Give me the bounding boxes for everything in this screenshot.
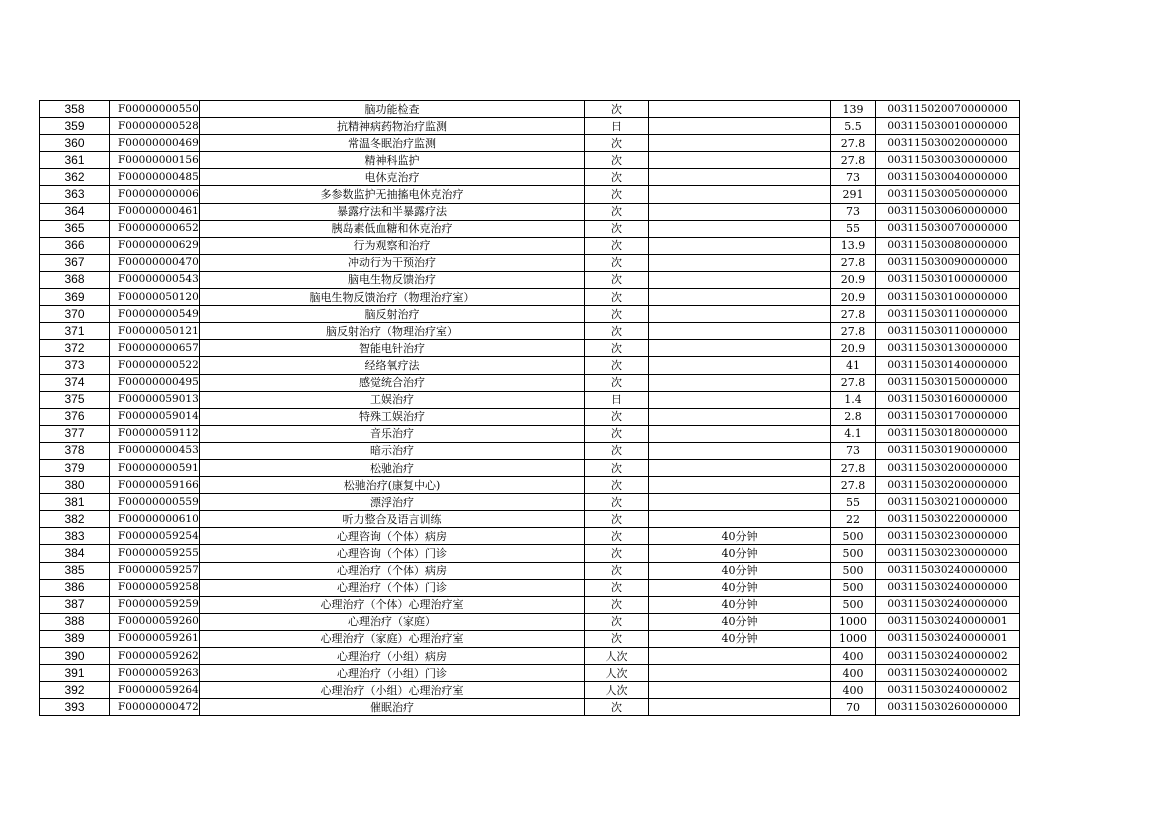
item-name-cell: 胰岛素低血糖和休克治疗 [200,220,585,237]
item-code-cell: F00000000453 [110,442,200,459]
row-number-cell: 381 [40,494,110,511]
item-name-cell: 工娱治疗 [200,391,585,408]
description-cell [649,271,831,288]
description-cell [649,323,831,340]
item-code-cell: F00000000495 [110,374,200,391]
unit-cell: 次 [585,545,649,562]
item-name-cell: 常温冬眠治疗监测 [200,135,585,152]
item-name-cell: 电休克治疗 [200,169,585,186]
row-number-cell: 386 [40,579,110,596]
item-code-cell: F00000059258 [110,579,200,596]
row-number-cell: 361 [40,152,110,169]
row-number-cell: 385 [40,562,110,579]
table-row [40,494,1020,511]
national-code-cell: 003115030240000001 [876,613,1020,630]
price-cell: 27.8 [831,323,876,340]
table-row [40,340,1020,357]
item-code-cell: F00000000559 [110,494,200,511]
description-cell: 40分钟 [649,545,831,562]
description-cell [649,237,831,254]
national-code-cell: 003115030110000000 [876,306,1020,323]
price-cell: 73 [831,442,876,459]
unit-cell: 次 [585,699,649,716]
item-name-cell: 脑功能检查 [200,101,585,118]
table-row [40,545,1020,562]
unit-cell: 次 [585,528,649,545]
table-row [40,579,1020,596]
unit-cell: 次 [585,254,649,271]
national-code-cell: 003115030080000000 [876,237,1020,254]
price-cell: 4.1 [831,425,876,442]
national-code-cell: 003115020070000000 [876,101,1020,118]
unit-cell: 次 [585,101,649,118]
table-row [40,118,1020,135]
item-name-cell: 脑电生物反馈治疗 [200,271,585,288]
unit-cell: 次 [585,203,649,220]
table-row [40,562,1020,579]
row-number-cell: 362 [40,169,110,186]
price-cell: 41 [831,357,876,374]
item-name-cell: 特殊工娱治疗 [200,408,585,425]
row-number-cell: 377 [40,425,110,442]
item-name-cell: 脑电生物反馈治疗（物理治疗室） [200,289,585,306]
description-cell [649,511,831,528]
description-cell [649,340,831,357]
description-cell [649,391,831,408]
price-cell: 291 [831,186,876,203]
national-code-cell: 003115030180000000 [876,425,1020,442]
item-name-cell: 心理治疗（个体）门诊 [200,579,585,596]
item-name-cell: 音乐治疗 [200,425,585,442]
national-code-cell: 003115030230000000 [876,545,1020,562]
row-number-cell: 383 [40,528,110,545]
table-row [40,152,1020,169]
price-cell: 500 [831,596,876,613]
table-row [40,665,1020,682]
row-number-cell: 369 [40,289,110,306]
description-cell [649,665,831,682]
item-code-cell: F00000000591 [110,459,200,476]
item-name-cell: 精神科监护 [200,152,585,169]
item-code-cell: F00000000652 [110,220,200,237]
price-cell: 400 [831,682,876,699]
item-name-cell: 听力整合及语言训练 [200,511,585,528]
national-code-cell: 003115030160000000 [876,391,1020,408]
description-cell [649,118,831,135]
row-number-cell: 389 [40,630,110,647]
unit-cell: 次 [585,511,649,528]
description-cell [649,494,831,511]
table-row [40,186,1020,203]
description-cell: 40分钟 [649,630,831,647]
price-cell: 27.8 [831,306,876,323]
unit-cell: 次 [585,562,649,579]
row-number-cell: 374 [40,374,110,391]
item-name-cell: 心理治疗（小组）病房 [200,648,585,665]
table-row [40,135,1020,152]
row-number-cell: 367 [40,254,110,271]
item-name-cell: 心理治疗（个体）心理治疗室 [200,596,585,613]
item-name-cell: 心理咨询（个体）门诊 [200,545,585,562]
item-code-cell: F00000000522 [110,357,200,374]
unit-cell: 次 [585,135,649,152]
price-cell: 27.8 [831,152,876,169]
item-name-cell: 智能电针治疗 [200,340,585,357]
table-row [40,169,1020,186]
row-number-cell: 366 [40,237,110,254]
price-cell: 1000 [831,630,876,647]
table-row [40,254,1020,271]
row-number-cell: 384 [40,545,110,562]
item-code-cell: F00000000461 [110,203,200,220]
row-number-cell: 360 [40,135,110,152]
unit-cell: 次 [585,630,649,647]
description-cell [649,306,831,323]
item-code-cell: F00000059263 [110,665,200,682]
row-number-cell: 378 [40,442,110,459]
unit-cell: 次 [585,596,649,613]
item-code-cell: F00000059166 [110,477,200,494]
unit-cell: 次 [585,169,649,186]
unit-cell: 次 [585,152,649,169]
item-name-cell: 心理治疗（小组）门诊 [200,665,585,682]
description-cell [649,169,831,186]
description-cell [649,699,831,716]
table-row [40,374,1020,391]
description-cell [649,374,831,391]
item-code-cell: F00000050120 [110,289,200,306]
row-number-cell: 393 [40,699,110,716]
unit-cell: 日 [585,391,649,408]
item-name-cell: 心理治疗（个体）病房 [200,562,585,579]
unit-cell: 次 [585,579,649,596]
item-code-cell: F00000059264 [110,682,200,699]
table-row [40,391,1020,408]
row-number-cell: 375 [40,391,110,408]
national-code-cell: 003115030240000000 [876,562,1020,579]
national-code-cell: 003115030170000000 [876,408,1020,425]
price-cell: 20.9 [831,340,876,357]
table-body [40,101,1020,716]
item-code-cell: F00000059257 [110,562,200,579]
national-code-cell: 003115030240000000 [876,579,1020,596]
item-code-cell: F00000000629 [110,237,200,254]
item-code-cell: F00000059013 [110,391,200,408]
item-code-cell: F00000000485 [110,169,200,186]
row-number-cell: 370 [40,306,110,323]
item-code-cell: F00000000610 [110,511,200,528]
price-cell: 22 [831,511,876,528]
row-number-cell: 365 [40,220,110,237]
national-code-cell: 003115030200000000 [876,477,1020,494]
item-name-cell: 经络氧疗法 [200,357,585,374]
item-name-cell: 松驰治疗(康复中心) [200,477,585,494]
description-cell: 40分钟 [649,613,831,630]
description-cell: 40分钟 [649,579,831,596]
description-cell [649,408,831,425]
table-row [40,596,1020,613]
item-name-cell: 脑反射治疗（物理治疗室） [200,323,585,340]
national-code-cell: 003115030220000000 [876,511,1020,528]
item-name-cell: 心理治疗（家庭）心理治疗室 [200,630,585,647]
item-code-cell: F00000000528 [110,118,200,135]
table-row [40,442,1020,459]
description-cell [649,203,831,220]
price-cell: 400 [831,648,876,665]
price-cell: 400 [831,665,876,682]
price-table-container [39,100,1020,716]
table-row [40,323,1020,340]
price-cell: 500 [831,562,876,579]
row-number-cell: 380 [40,477,110,494]
unit-cell: 次 [585,340,649,357]
unit-cell: 次 [585,613,649,630]
table-row [40,306,1020,323]
row-number-cell: 364 [40,203,110,220]
description-cell [649,648,831,665]
unit-cell: 次 [585,357,649,374]
national-code-cell: 003115030240000000 [876,596,1020,613]
national-code-cell: 003115030020000000 [876,135,1020,152]
item-name-cell: 心理治疗（小组）心理治疗室 [200,682,585,699]
price-cell: 27.8 [831,459,876,476]
price-cell: 27.8 [831,374,876,391]
price-cell: 27.8 [831,477,876,494]
row-number-cell: 372 [40,340,110,357]
national-code-cell: 003115030130000000 [876,340,1020,357]
item-name-cell: 心理治疗（家庭） [200,613,585,630]
description-cell [649,152,831,169]
table-row [40,699,1020,716]
item-code-cell: F00000059254 [110,528,200,545]
national-code-cell: 003115030050000000 [876,186,1020,203]
unit-cell: 次 [585,459,649,476]
national-code-cell: 003115030200000000 [876,459,1020,476]
table-row [40,511,1020,528]
national-code-cell: 003115030110000000 [876,323,1020,340]
item-name-cell: 冲动行为干预治疗 [200,254,585,271]
item-code-cell: F00000000006 [110,186,200,203]
price-cell: 5.5 [831,118,876,135]
table-row [40,203,1020,220]
table-row [40,459,1020,476]
price-cell: 20.9 [831,289,876,306]
item-name-cell: 抗精神病药物治疗监测 [200,118,585,135]
row-number-cell: 373 [40,357,110,374]
item-code-cell: F00000000549 [110,306,200,323]
price-cell: 27.8 [831,254,876,271]
description-cell [649,289,831,306]
row-number-cell: 371 [40,323,110,340]
price-cell: 500 [831,528,876,545]
item-code-cell: F00000000657 [110,340,200,357]
table-row [40,237,1020,254]
description-cell [649,682,831,699]
item-name-cell: 感觉统合治疗 [200,374,585,391]
unit-cell: 次 [585,425,649,442]
item-code-cell: F00000059255 [110,545,200,562]
national-code-cell: 003115030100000000 [876,271,1020,288]
table-row [40,357,1020,374]
table-row [40,271,1020,288]
item-code-cell: F00000059259 [110,596,200,613]
price-cell: 20.9 [831,271,876,288]
description-cell [649,135,831,152]
row-number-cell: 391 [40,665,110,682]
unit-cell: 次 [585,374,649,391]
unit-cell: 人次 [585,665,649,682]
price-cell: 55 [831,494,876,511]
unit-cell: 次 [585,442,649,459]
national-code-cell: 003115030240000002 [876,682,1020,699]
table-row [40,289,1020,306]
unit-cell: 次 [585,220,649,237]
price-cell: 1000 [831,613,876,630]
description-cell: 40分钟 [649,528,831,545]
item-code-cell: F00000000470 [110,254,200,271]
unit-cell: 次 [585,289,649,306]
unit-cell: 次 [585,237,649,254]
row-number-cell: 388 [40,613,110,630]
unit-cell: 次 [585,494,649,511]
item-code-cell: F00000000550 [110,101,200,118]
national-code-cell: 003115030090000000 [876,254,1020,271]
national-code-cell: 003115030100000000 [876,289,1020,306]
unit-cell: 次 [585,408,649,425]
description-cell: 40分钟 [649,596,831,613]
national-code-cell: 003115030210000000 [876,494,1020,511]
item-name-cell: 催眠治疗 [200,699,585,716]
item-code-cell: F00000059260 [110,613,200,630]
description-cell [649,442,831,459]
national-code-cell: 003115030240000002 [876,665,1020,682]
row-number-cell: 390 [40,648,110,665]
national-code-cell: 003115030190000000 [876,442,1020,459]
price-cell: 1.4 [831,391,876,408]
national-code-cell: 003115030230000000 [876,528,1020,545]
table-row [40,528,1020,545]
description-cell [649,254,831,271]
item-name-cell: 松驰治疗 [200,459,585,476]
national-code-cell: 003115030260000000 [876,699,1020,716]
price-cell: 500 [831,545,876,562]
table-row [40,648,1020,665]
row-number-cell: 359 [40,118,110,135]
item-name-cell: 暴露疗法和半暴露疗法 [200,203,585,220]
national-code-cell: 003115030070000000 [876,220,1020,237]
price-cell: 27.8 [831,135,876,152]
row-number-cell: 379 [40,459,110,476]
unit-cell: 次 [585,186,649,203]
item-code-cell: F00000000472 [110,699,200,716]
row-number-cell: 358 [40,101,110,118]
price-cell: 139 [831,101,876,118]
item-code-cell: F00000059112 [110,425,200,442]
price-cell: 55 [831,220,876,237]
item-code-cell: F00000000543 [110,271,200,288]
price-cell: 500 [831,579,876,596]
description-cell [649,477,831,494]
unit-cell: 次 [585,306,649,323]
national-code-cell: 003115030030000000 [876,152,1020,169]
item-name-cell: 暗示治疗 [200,442,585,459]
national-code-cell: 003115030060000000 [876,203,1020,220]
item-code-cell: F00000050121 [110,323,200,340]
price-cell: 70 [831,699,876,716]
row-number-cell: 368 [40,271,110,288]
description-cell: 40分钟 [649,562,831,579]
item-name-cell: 多参数监护无抽搐电休克治疗 [200,186,585,203]
table-row [40,101,1020,118]
item-code-cell: F00000059262 [110,648,200,665]
item-code-cell: F00000000156 [110,152,200,169]
unit-cell: 次 [585,323,649,340]
national-code-cell: 003115030040000000 [876,169,1020,186]
item-code-cell: F00000059261 [110,630,200,647]
item-name-cell: 心理咨询（个体）病房 [200,528,585,545]
description-cell [649,357,831,374]
row-number-cell: 363 [40,186,110,203]
price-table [39,100,1020,716]
row-number-cell: 387 [40,596,110,613]
table-row [40,630,1020,647]
unit-cell: 次 [585,477,649,494]
national-code-cell: 003115030150000000 [876,374,1020,391]
price-cell: 2.8 [831,408,876,425]
national-code-cell: 003115030240000001 [876,630,1020,647]
item-name-cell: 漂浮治疗 [200,494,585,511]
price-cell: 13.9 [831,237,876,254]
description-cell [649,425,831,442]
table-row [40,220,1020,237]
item-name-cell: 脑反射治疗 [200,306,585,323]
table-row [40,477,1020,494]
table-row [40,408,1020,425]
item-name-cell: 行为观察和治疗 [200,237,585,254]
national-code-cell: 003115030140000000 [876,357,1020,374]
unit-cell: 人次 [585,682,649,699]
item-code-cell: F00000000469 [110,135,200,152]
price-cell: 73 [831,169,876,186]
table-row [40,613,1020,630]
national-code-cell: 003115030010000000 [876,118,1020,135]
row-number-cell: 376 [40,408,110,425]
description-cell [649,459,831,476]
description-cell [649,186,831,203]
price-cell: 73 [831,203,876,220]
table-row [40,425,1020,442]
description-cell [649,101,831,118]
national-code-cell: 003115030240000002 [876,648,1020,665]
unit-cell: 日 [585,118,649,135]
unit-cell: 次 [585,271,649,288]
item-code-cell: F00000059014 [110,408,200,425]
unit-cell: 人次 [585,648,649,665]
table-row [40,682,1020,699]
row-number-cell: 392 [40,682,110,699]
row-number-cell: 382 [40,511,110,528]
description-cell [649,220,831,237]
